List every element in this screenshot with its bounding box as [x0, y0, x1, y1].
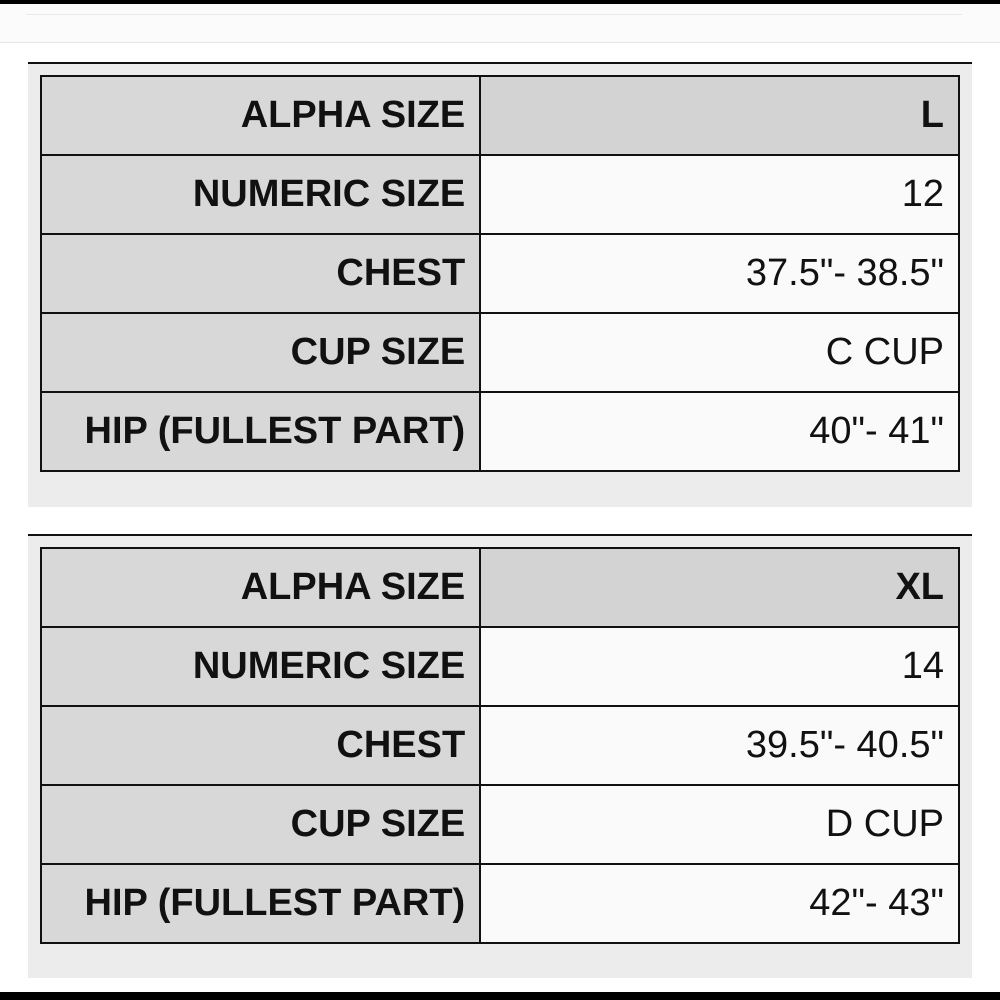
cup-size-value: C CUP [480, 313, 959, 392]
size-table-xl [40, 547, 960, 944]
cup-size-label: CUP SIZE [41, 313, 480, 392]
size-table-l [40, 75, 960, 472]
numeric-size-label: NUMERIC SIZE [41, 627, 480, 706]
alpha-size-label: ALPHA SIZE [41, 76, 480, 155]
table-row [41, 864, 959, 943]
alpha-size-value: L [480, 76, 959, 155]
alpha-size-label: ALPHA SIZE [41, 548, 480, 627]
table-row [41, 313, 959, 392]
table-row [41, 392, 959, 471]
hip-value: 42"- 43" [480, 864, 959, 943]
top-strip [0, 4, 1000, 43]
chest-value: 39.5"- 40.5" [480, 706, 959, 785]
alpha-size-value: XL [480, 548, 959, 627]
numeric-size-value: 14 [480, 627, 959, 706]
cup-size-label: CUP SIZE [41, 785, 480, 864]
table-row [41, 548, 959, 627]
chest-value: 37.5"- 38.5" [480, 234, 959, 313]
chest-label: CHEST [41, 706, 480, 785]
hip-label: HIP (FULLEST PART) [41, 864, 480, 943]
chest-label: CHEST [41, 234, 480, 313]
table-row [41, 627, 959, 706]
size-card-l [28, 62, 972, 507]
size-card-xl [28, 534, 972, 978]
divider [26, 14, 962, 15]
table-row [41, 706, 959, 785]
cup-size-value: D CUP [480, 785, 959, 864]
table-row [41, 76, 959, 155]
table-row [41, 155, 959, 234]
table-row [41, 785, 959, 864]
numeric-size-label: NUMERIC SIZE [41, 155, 480, 234]
bottom-border [0, 992, 1000, 1000]
hip-label: HIP (FULLEST PART) [41, 392, 480, 471]
hip-value: 40"- 41" [480, 392, 959, 471]
table-row [41, 234, 959, 313]
numeric-size-value: 12 [480, 155, 959, 234]
